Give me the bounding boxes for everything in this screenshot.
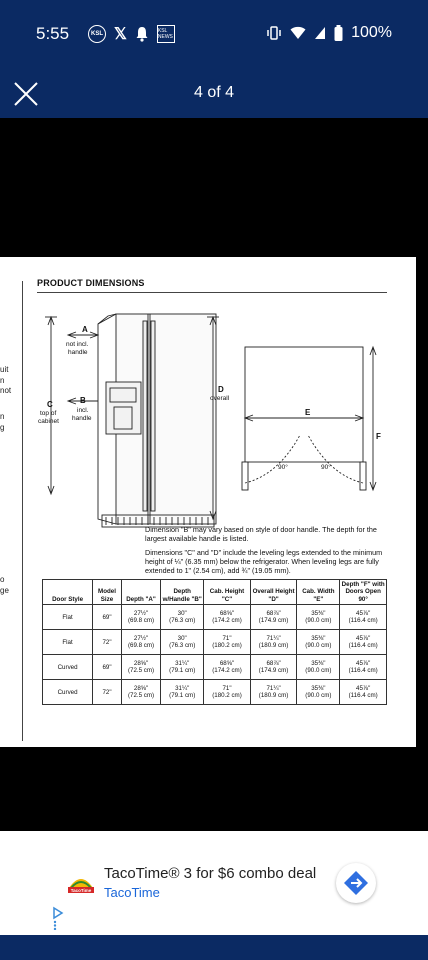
table-cell: 68⅞" (174.9 cm) bbox=[250, 655, 297, 680]
tacotime-logo-icon[interactable] bbox=[66, 868, 96, 898]
table-cell: Flat bbox=[43, 605, 93, 630]
label-d-note: overall bbox=[210, 395, 230, 402]
table-row bbox=[43, 630, 387, 655]
table-cell: 68⅝" (174.2 cm) bbox=[204, 605, 251, 630]
ksl-badge-icon: KSL bbox=[88, 25, 106, 43]
document-image[interactable] bbox=[0, 257, 416, 747]
table-cell: 45⅞" (116.4 cm) bbox=[340, 630, 387, 655]
note-handle: Dimension "B" may vary based on style of door handle. The depth for the largest available handle is listed. bbox=[145, 525, 377, 543]
table-header: Depth w/Handle "B" bbox=[161, 580, 204, 605]
note-legs: Dimensions "C" and "D" include the leveling legs extended to the minimum height of ¼" (6.35 mm) below the refrigerator. When leveling legs are fully extended to 1" (2.54 cm), add ¾" (19.05 mm). bbox=[145, 548, 383, 575]
label-a: A bbox=[82, 325, 88, 334]
table-cell: 69" bbox=[93, 605, 122, 630]
table-cell: 71¼" (180.9 cm) bbox=[250, 680, 297, 705]
table-row bbox=[43, 655, 387, 680]
doc-title: PRODUCT DIMENSIONS bbox=[37, 278, 145, 288]
table-cell: 28⅝" (72.5 cm) bbox=[121, 680, 160, 705]
table-header-row bbox=[43, 580, 387, 605]
table-cell: Flat bbox=[43, 630, 93, 655]
left-fragment: uit bbox=[0, 365, 9, 374]
bell-icon bbox=[135, 26, 149, 42]
table-cell: 72" bbox=[93, 630, 122, 655]
left-fragment: ge bbox=[0, 586, 9, 595]
vibrate-icon bbox=[266, 26, 282, 40]
label-a-note: not incl. bbox=[66, 341, 89, 348]
svg-text:TacoTime: TacoTime bbox=[70, 888, 92, 893]
x-app-icon: 𝕏 bbox=[114, 26, 127, 43]
signal-icon bbox=[314, 26, 326, 40]
battery-percent: 100% bbox=[351, 24, 392, 41]
table-header: Cab. Width "E" bbox=[297, 580, 340, 605]
title-rule bbox=[37, 292, 387, 293]
viewer-header bbox=[0, 68, 428, 118]
table-cell: Curved bbox=[43, 680, 93, 705]
table-header: Overall Height "D" bbox=[250, 580, 297, 605]
system-icons bbox=[266, 24, 392, 42]
table-cell: 35⅜" (90.0 cm) bbox=[297, 605, 340, 630]
label-c: C bbox=[47, 400, 53, 409]
table-cell: 69" bbox=[93, 655, 122, 680]
table-cell: 45⅞" (116.4 cm) bbox=[340, 680, 387, 705]
left-fragment: n bbox=[0, 376, 5, 385]
ad-title[interactable]: TacoTime® 3 for $6 combo deal bbox=[104, 865, 317, 882]
table-cell: 71¼" (180.9 cm) bbox=[250, 630, 297, 655]
left-fragment: o bbox=[0, 575, 5, 584]
table-body bbox=[43, 605, 387, 705]
label-b-note: incl. bbox=[77, 407, 89, 414]
table-cell: 31¼" (79.1 cm) bbox=[161, 655, 204, 680]
table-cell: 45⅞" (116.4 cm) bbox=[340, 605, 387, 630]
ksl-news-app-icon: KSL NEWS bbox=[157, 25, 175, 43]
arrow-right-icon bbox=[343, 870, 369, 896]
ad-open-button[interactable] bbox=[336, 863, 376, 903]
notification-icons bbox=[88, 24, 175, 44]
label-b: B bbox=[80, 396, 86, 405]
table-cell: 27½" (69.8 cm) bbox=[121, 630, 160, 655]
table-cell: 35⅜" (90.0 cm) bbox=[297, 655, 340, 680]
table-header: Door Style bbox=[43, 580, 93, 605]
label-e: E bbox=[305, 408, 311, 417]
label-c-note: top of bbox=[40, 410, 57, 417]
left-fragment: n bbox=[0, 412, 5, 421]
label-a-note: handle bbox=[68, 349, 88, 356]
table-cell: 30" (76.3 cm) bbox=[161, 630, 204, 655]
table-cell: Curved bbox=[43, 655, 93, 680]
table-cell: 71" (180.2 cm) bbox=[204, 680, 251, 705]
dimensions-table bbox=[42, 579, 387, 705]
table-header: Model Size bbox=[93, 580, 122, 605]
status-time: 5:55 bbox=[36, 24, 70, 43]
label-f: F bbox=[376, 432, 381, 441]
image-counter: 4 of 4 bbox=[193, 84, 235, 101]
label-angle-right: 90° bbox=[321, 464, 331, 471]
left-fragment: not bbox=[0, 386, 12, 395]
table-cell: 28⅝" (72.5 cm) bbox=[121, 655, 160, 680]
table-header: Depth "A" bbox=[121, 580, 160, 605]
table-cell: 31¼" (79.1 cm) bbox=[161, 680, 204, 705]
table-cell: 68⅝" (174.2 cm) bbox=[204, 655, 251, 680]
table-cell: 30" (76.3 cm) bbox=[161, 605, 204, 630]
table-header: Cab. Height "C" bbox=[204, 580, 251, 605]
battery-icon bbox=[334, 25, 343, 41]
ad-choices-icon[interactable] bbox=[52, 906, 64, 930]
fridge-diagram bbox=[30, 297, 390, 537]
ad-advertiser[interactable]: TacoTime bbox=[104, 885, 160, 900]
wifi-icon bbox=[290, 26, 306, 40]
left-fragment: g bbox=[0, 423, 5, 432]
table-cell: 35⅜" (90.0 cm) bbox=[297, 680, 340, 705]
label-d: D bbox=[218, 385, 224, 394]
table-header: Depth "F" with Doors Open 90° bbox=[341, 581, 385, 603]
label-c-note: cabinet bbox=[38, 418, 59, 425]
label-angle-left: 90° bbox=[278, 464, 288, 471]
table-cell: 71" (180.2 cm) bbox=[204, 630, 251, 655]
table-cell: 72" bbox=[93, 680, 122, 705]
navigation-bar bbox=[0, 935, 428, 960]
status-bar bbox=[0, 0, 428, 68]
table-cell: 35⅜" (90.0 cm) bbox=[297, 630, 340, 655]
table-cell: 27½" (69.8 cm) bbox=[121, 605, 160, 630]
table-cell: 45⅞" (116.4 cm) bbox=[340, 655, 387, 680]
table-row bbox=[43, 605, 387, 630]
column-rule bbox=[22, 281, 23, 741]
table-row bbox=[43, 680, 387, 705]
label-b-note: handle bbox=[72, 415, 92, 422]
table-cell: 68⅞" (174.9 cm) bbox=[250, 605, 297, 630]
